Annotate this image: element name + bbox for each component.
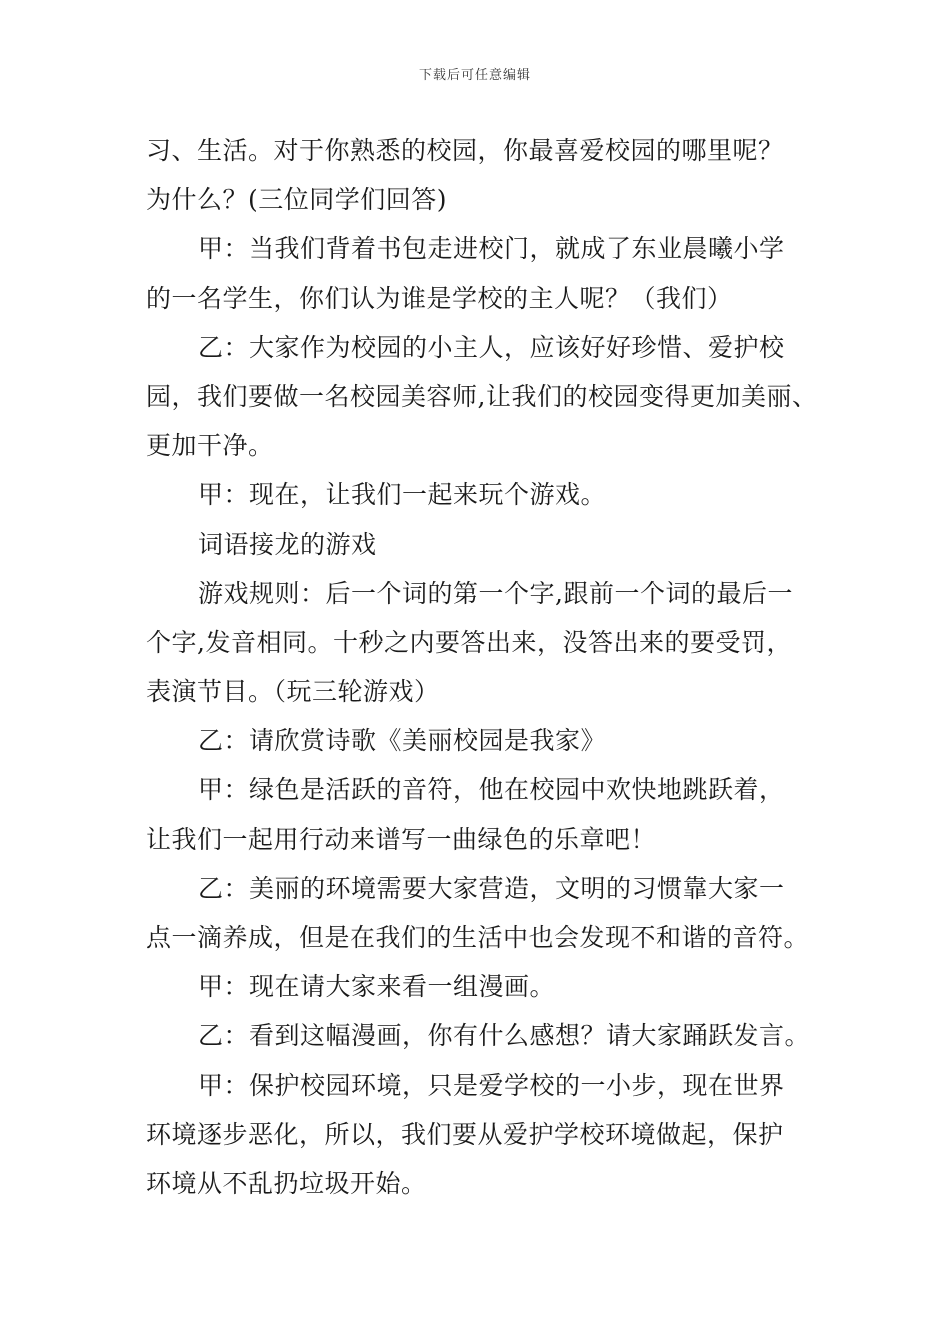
- text-line: 园，我们要做一名校园美容师,让我们的校园变得更加美丽、: [146, 381, 818, 411]
- text-line: 为什么？(三位同学们回答): [146, 185, 448, 215]
- text-line: 乙：美丽的环境需要大家营造，文明的习惯靠大家一: [198, 873, 785, 903]
- text-line: 甲：绿色是活跃的音符，他在校园中欢快地跳跃着，: [198, 775, 785, 805]
- text-line: 词语接龙的游戏: [198, 529, 377, 559]
- text-line: 的一名学生，你们认为谁是学校的主人呢？（我们）: [146, 283, 733, 313]
- page-header-note: 下载后可任意编辑: [418, 68, 531, 83]
- text-line: 让我们一起用行动来谱写一曲绿色的乐章吧！: [146, 824, 657, 854]
- text-line: 乙：看到这幅漫画，你有什么感想？请大家踊跃发言。: [198, 1021, 811, 1051]
- text-line: 甲：保护校园环境，只是爱学校的一小步，现在世界: [198, 1070, 785, 1100]
- text-line: 点一滴养成，但是在我们的生活中也会发现不和谐的音符。: [146, 923, 810, 952]
- text-line: 甲：现在，让我们一起来玩个游戏。: [198, 480, 607, 510]
- text-line: 更加干净。: [146, 431, 274, 461]
- text-line: 游戏规则：后一个词的第一个字,跟前一个词的最后一: [198, 578, 793, 608]
- text-line: 乙：大家作为校园的小主人，应该好好珍惜、爱护校: [198, 332, 785, 362]
- document-body: [146, 126, 826, 1208]
- text-line: 习、生活。对于你熟悉的校园，你最喜爱校园的哪里呢？: [146, 136, 784, 165]
- text-line: 甲：现在请大家来看一组漫画。: [198, 972, 556, 1002]
- text-line: 乙：请欣赏诗歌《美丽校园是我家》: [198, 726, 607, 756]
- text-line: 表演节目。（玩三轮游戏）: [146, 677, 440, 707]
- text-line: 甲：当我们背着书包走进校门，就成了东业晨曦小学: [198, 234, 785, 264]
- text-line: 个字,发音相同。十秒之内要答出来，没答出来的要受罚，: [146, 627, 792, 657]
- text-line: 环境从不乱扔垃圾开始。: [146, 1168, 427, 1198]
- text-line: 环境逐步恶化，所以，我们要从爱护学校环境做起，保护: [146, 1119, 784, 1149]
